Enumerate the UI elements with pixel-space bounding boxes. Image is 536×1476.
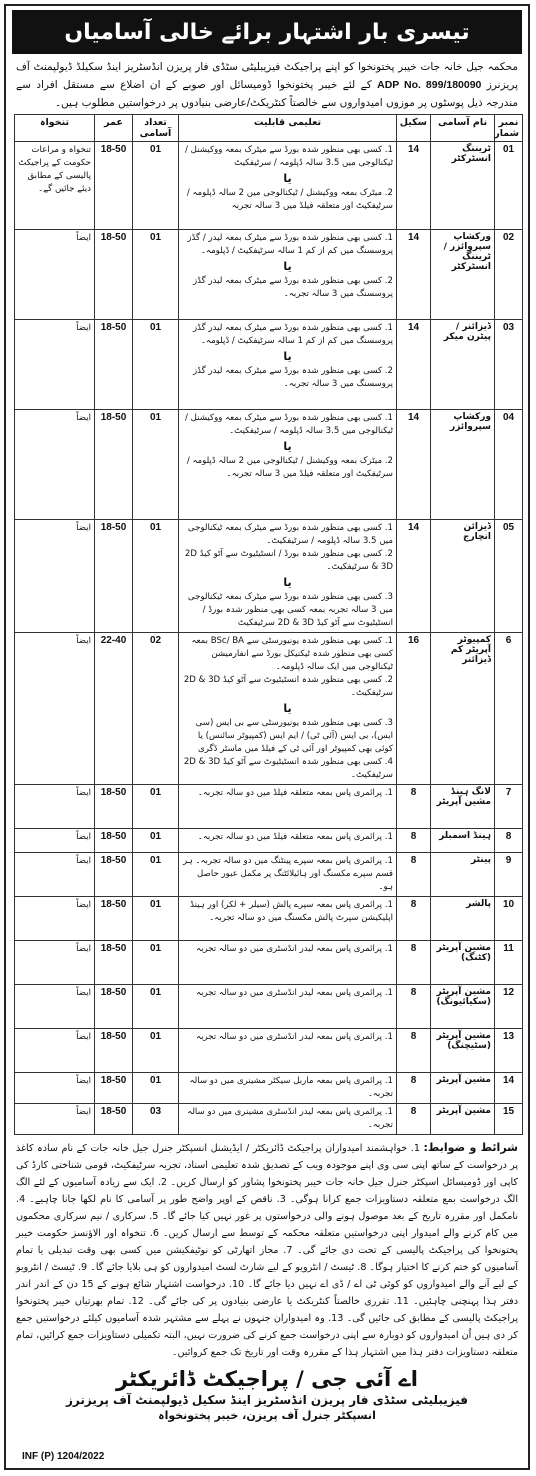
cell-sr: 02 — [495, 230, 523, 320]
qualification-line: 1. پرائمری پاس بمعہ لیدر انڈسٹری مشینری میں دو سالہ تجربہ۔ — [187, 1107, 393, 1130]
cell-scale: 8 — [397, 853, 431, 897]
cell-post-name: ٹریننگ انسٹرکٹر — [431, 142, 495, 230]
table-row — [15, 520, 523, 633]
cell-sr: 6 — [495, 633, 523, 785]
cell-posts: 01 — [133, 320, 179, 410]
qualification-line: 2. کسی بھی منظور شدہ بورڈ / انسٹیٹیوٹ سے آٹو کیڈ 2D & 3D سرٹیفکیٹ۔ — [184, 549, 393, 572]
cell-scale: 14 — [397, 410, 431, 520]
table-row — [15, 320, 523, 410]
cell-age: 18-50 — [95, 142, 133, 230]
cell-qualification — [179, 142, 397, 230]
cell-age: 18-50 — [95, 785, 133, 829]
cell-post-name: مشین آپریٹر — [431, 1073, 495, 1104]
cell-scale: 8 — [397, 941, 431, 985]
cell-age: 18-50 — [95, 853, 133, 897]
header-qualification: تعلیمی قابلیت — [179, 115, 397, 142]
cell-pay: ایضاً — [15, 230, 95, 320]
qualification-line: 1. پرائمری پاس بمعہ سپرے پالش (سیلر + لکر) اور ہینڈ اپلیکیشن سپرٹ پالش مکسنگ میں دو سالہ تجربہ۔ — [190, 900, 393, 923]
cell-pay: ایضاً — [15, 853, 95, 897]
qualification-line: 1. پرائمری پاس بمعہ ماربل سیکٹر مشینری میں دو سالہ تجربہ۔ — [189, 1076, 393, 1099]
or-separator: یا — [283, 260, 292, 273]
cell-qualification — [179, 1029, 397, 1073]
cell-post-name: ڈیزائنر / پیٹرن میکر — [431, 320, 495, 410]
table-row — [15, 853, 523, 897]
cell-sr: 05 — [495, 520, 523, 633]
project-name: فیزیبلیٹی سٹڈی فار پریزن انڈسٹریز اینڈ سکیل ڈیولپمنٹ آف پریزنرز — [66, 1393, 468, 1407]
qualification-line: 1. پرائمری پاس بمعہ متعلقہ فیلڈ میں دو سالہ تجربہ۔ — [197, 832, 393, 842]
qualification-line: 1. کسی بھی منظور شدہ بورڈ سے میٹرک بمعہ لیدر گڈز پروسسنگ میں کم از کم 1 سالہ سرٹیفکیٹ / ڈپلومہ۔ — [193, 323, 393, 346]
cell-sr: 14 — [495, 1073, 523, 1104]
qualification-line: 1. پرائمری پاس بمعہ متعلقہ فیلڈ میں دو سالہ تجربہ۔ — [197, 788, 393, 798]
cell-age: 18-50 — [95, 320, 133, 410]
vacancies-table — [14, 114, 523, 1135]
cell-posts: 03 — [133, 1104, 179, 1135]
cell-sr: 13 — [495, 1029, 523, 1073]
cell-posts: 01 — [133, 853, 179, 897]
qualification-line: 3. کسی بھی منظور شدہ یونیورسٹی سے بی ایس (سی ایس)، بی ایس (آئی ٹی) / ایم ایس (کمپیوٹر سائنس) یا کوئی بھی کمپیوٹر اور آئی ٹی کے فیلڈ میں ماسٹر ڈگری — [195, 718, 393, 754]
intro-text-a: محکمہ جیل خانہ جات خیبر پختونخوا کو اپنے پراجیکٹ فیزیبلیٹی سٹڈی فار پریزن انڈسٹریز اینڈ سکیلڈ ڈیولپمنٹ آف پریزنرز — [16, 61, 518, 91]
table-row — [15, 1073, 523, 1104]
cell-pay: ایضاً — [15, 829, 95, 853]
cell-age: 18-50 — [95, 520, 133, 633]
table-row — [15, 941, 523, 985]
cell-qualification — [179, 829, 397, 853]
cell-sr: 12 — [495, 985, 523, 1029]
or-separator: یا — [283, 576, 292, 589]
cell-scale: 8 — [397, 985, 431, 1029]
header-scale: سکیل — [397, 115, 431, 142]
ad-title: تیسری بار اشتہار برائے خالی آسامیاں — [64, 19, 470, 45]
qualification-line: 2. کسی بھی منظور شدہ انسٹیٹیوٹ سے آٹو کیڈ 2D & 3D سرٹیفکیٹ۔ — [183, 675, 393, 698]
terms-text: 1. خواہشمند امیدواران پراجیکٹ ڈائریکٹر / ایڈیشنل انسپکٹر جنرل جیل خانہ جات کے نام سادہ کاغذ پر درخواست کے ساتھ اپنی سی وی اپنے موجودہ ویب کے تصدیق شدہ تعلیمی اسناد، تجربہ سرٹیفکیٹ، قومی شناختی کارڈ کی کاپی اور ڈومیسائل اسپکٹر جنرل جیل خانہ جات خیبر پختونخوا پشاور کو ارسال کریں۔ 2. ایک سے زیادہ آسامیوں کے لئے الگ الگ درخواست بمع متعلقہ دستاویزات جمع کرانا ہوگی۔ 3. ناقص کے اوپر واضح طور پر آسامی کا نام لکھا جانا چاہیے۔ 4. نامکمل اور مقررہ تاریخ کے بعد موصول ہونے والی درخواستوں پر غور نہیں کیا جائے گا۔ 5. سرکاری / نیم سرکاری محکموں میں کام کرنے والے امیدوار اپنی درخواستیں متعلقہ محکمہ کے توسط سے ارسال کریں۔ 6. تنخواہ اور الاؤنسز حکومت خیبر پختونخوا کی پراجیکٹ پالیسی کے تحت دی جائے گی۔ 7. مجاز اتھارٹی کو نوٹیفکیشن میں کسی بھی وقت تبدیلی یا تمام آسامیوں کو ختم کرنے کا اختیار ہوگا۔ 8. ٹیسٹ / انٹرویو کے لیے شارٹ لسٹ امیدواروں کو ہی بلایا جائے گا۔ 9. ٹیسٹ / انٹرویو کے لیے آنے والے امیدواروں کو کوئی ٹی اے / ڈی اے نہیں دیا جائے گا۔ 10. درخواست اشتہار شائع ہونے کے 15 دن کے اندر اندر دفتر ہذا پہنچنی چاہئیں۔ 11. تقرری خالصتاً کنٹریکٹ یا عارضی بنیادوں پر کی جائے گی۔ 12. تمام بھرتیاں خیبر پختونخوا پراجیکٹ پالیسی کے مطابق کی جائیں گی۔ 13. وہ امیدواران جنہوں نے پہلے سے مشتہر شدہ آسامیوں کیلئے درخواستیں جمع کر دی ہیں اُن امیدواروں کو دوبارہ سے اپنی درخواست جمع کرنے کی ضرورت نہیں، البتہ تکمیلی دستاویزات جمع کرائیں، تمام متعلقہ دستاویزات دفتر ہذا میں اشتہار ہذا کے مقررہ وقت اور تاریخ تک جمع کروائیں۔ — [16, 1143, 519, 1358]
cell-qualification — [179, 785, 397, 829]
cell-age: 18-50 — [95, 410, 133, 520]
cell-pay: ایضاً — [15, 1104, 95, 1135]
signatory-designation: اے آئی جی / پراجیکٹ ڈائریکٹر — [116, 1367, 418, 1391]
qualification-line: 1. کسی بھی منظور شدہ بورڈ سے میٹرک بمعہ ووکیشنل / ٹیکنالوجی میں 3.5 سالہ ڈپلومہ / سرٹیفکیٹ — [185, 145, 393, 168]
qualification-line: 1. پرائمری پاس بمعہ لیدر انڈسٹری میں دو سالہ تجربہ — [196, 1032, 393, 1042]
cell-pay: ایضاً — [15, 1029, 95, 1073]
intro-paragraph — [16, 58, 518, 112]
qualification-line: 1. کسی بھی منظور شدہ بورڈ سے میٹرک بمعہ ٹیکنالوجی میں 3.5 سالہ ڈپلومہ / سرٹیفکیٹ۔ — [187, 523, 393, 546]
cell-post-name: پینٹر — [431, 853, 495, 897]
header-age: عمر — [95, 115, 133, 142]
cell-qualification — [179, 1073, 397, 1104]
cell-posts: 01 — [133, 410, 179, 520]
cell-pay: ایضاً — [15, 985, 95, 1029]
cell-scale: 8 — [397, 897, 431, 941]
or-separator: یا — [283, 702, 292, 715]
cell-scale: 8 — [397, 1104, 431, 1135]
cell-age: 18-50 — [95, 1029, 133, 1073]
qualification-line: 2. کسی بھی منظور شدہ بورڈ سے میٹرک بمعہ لیدر گڈز پروسسنگ میں 3 سالہ تجربہ۔ — [193, 276, 393, 299]
cell-posts: 01 — [133, 985, 179, 1029]
cell-posts: 02 — [133, 633, 179, 785]
qualification-line: 1. کسی بھی منظور شدہ یونیورسٹی سے BSc/ BA بمعہ کسی بھی منظور شدہ ٹیکنیکل بورڈ سے انفارمیشن ٹیکنالوجی میں ایک سالہ ڈپلومہ۔ — [191, 636, 393, 672]
cell-qualification — [179, 410, 397, 520]
cell-scale: 14 — [397, 142, 431, 230]
terms-heading: شرائط و ضوابط: — [423, 1141, 518, 1154]
cell-posts: 01 — [133, 941, 179, 985]
cell-age: 18-50 — [95, 1073, 133, 1104]
table-header-row — [15, 115, 523, 142]
table-row — [15, 985, 523, 1029]
table-row — [15, 897, 523, 941]
cell-scale: 8 — [397, 829, 431, 853]
cell-post-name: مشین آپریٹر (سکیائیونگ) — [431, 985, 495, 1029]
cell-age: 22-40 — [95, 633, 133, 785]
cell-pay: ایضاً — [15, 320, 95, 410]
intro-text-b: کے لئے خیبر پختونخوا ڈومیسائل اور صوبے کے ان اضلاع سے مستقل افراد سے مندرجہ ذیل پوسٹوں پر موزوں امیدواروں سے خالصتاً کنٹریکٹ/عارضی بنیادوں پر درخواستیں مطلوب ہیں۔ — [16, 79, 518, 109]
cell-pay: ایضاً — [15, 633, 95, 785]
cell-post-name: مشین آپریٹر (سٹیچنگ) — [431, 1029, 495, 1073]
signature-block — [6, 1367, 528, 1422]
cell-qualification — [179, 985, 397, 1029]
cell-qualification — [179, 853, 397, 897]
cell-posts: 01 — [133, 897, 179, 941]
cell-sr: 11 — [495, 941, 523, 985]
cell-post-name: ڈیزائن انچارج — [431, 520, 495, 633]
cell-posts: 01 — [133, 829, 179, 853]
cell-qualification — [179, 230, 397, 320]
cell-post-name: مشین آپریٹر (کٹنگ) — [431, 941, 495, 985]
cell-posts: 01 — [133, 142, 179, 230]
cell-qualification — [179, 520, 397, 633]
cell-qualification — [179, 1104, 397, 1135]
qualification-line: 2. کسی بھی منظور شدہ بورڈ سے میٹرک بمعہ لیدر گڈز پروسسنگ میں 3 سالہ تجربہ۔ — [193, 366, 393, 389]
cell-pay: ایضاً — [15, 897, 95, 941]
or-separator: یا — [283, 350, 292, 363]
cell-pay: ایضاً — [15, 520, 95, 633]
cell-age: 18-50 — [95, 1104, 133, 1135]
table-row — [15, 230, 523, 320]
table-row — [15, 142, 523, 230]
cell-posts: 01 — [133, 1073, 179, 1104]
cell-pay: ایضاً — [15, 1073, 95, 1104]
cell-scale: 16 — [397, 633, 431, 785]
cell-scale: 14 — [397, 230, 431, 320]
header-posts: تعداد آسامی — [133, 115, 179, 142]
cell-age: 18-50 — [95, 897, 133, 941]
qualification-line: 4. کسی بھی منظور شدہ انسٹیٹیوٹ سے آٹو کیڈ 2D & 3D سرٹیفکیٹ۔ — [183, 757, 393, 780]
cell-sr: 8 — [495, 829, 523, 853]
cell-qualification — [179, 941, 397, 985]
cell-age: 18-50 — [95, 829, 133, 853]
cell-post-name: ورکشاپ سپروائزر / ٹریننگ انسٹرکٹر — [431, 230, 495, 320]
cell-scale: 8 — [397, 785, 431, 829]
table-row — [15, 785, 523, 829]
qualification-line: 1. کسی بھی منظور شدہ بورڈ سے میٹرک بمعہ ووکیشنل / ٹیکنالوجی میں 3.5 سالہ ڈپلومہ / سرٹیفکیٹ۔ — [185, 413, 393, 436]
header-name: نام آسامی — [431, 115, 495, 142]
cell-posts: 01 — [133, 785, 179, 829]
cell-post-name: لانگ ہینڈ مشین آپریٹر — [431, 785, 495, 829]
ad-title-banner — [12, 10, 522, 54]
cell-sr: 9 — [495, 853, 523, 897]
cell-age: 18-50 — [95, 985, 133, 1029]
cell-qualification — [179, 897, 397, 941]
qualification-line: 3. کسی بھی منظور شدہ بورڈ سے میٹرک بمعہ ٹیکنالوجی میں 3 سالہ تجربہ بمعہ کسی بھی منظور شدہ بورڈ / انسٹیٹیوٹ سے آٹو کیڈ 2D & 3D سرٹیفکیٹ — [187, 592, 393, 628]
qualification-line: 2. میٹرک بمعہ ووکیشنل / ٹیکنالوجی میں 2 سالہ ڈپلومہ / سرٹیفکیٹ اور متعلقہ فیلڈ میں 3 سالہ تجربہ — [186, 188, 393, 211]
cell-sr: 7 — [495, 785, 523, 829]
or-separator: یا — [283, 172, 292, 185]
cell-qualification — [179, 633, 397, 785]
qualification-line: 1. پرائمری پاس بمعہ لیدر انڈسٹری میں دو سالہ تجربہ — [196, 944, 393, 954]
cell-post-name: ہینڈ اسمبلر — [431, 829, 495, 853]
cell-pay: ایضاً — [15, 410, 95, 520]
cell-posts: 01 — [133, 1029, 179, 1073]
table-row — [15, 1104, 523, 1135]
cell-posts: 01 — [133, 230, 179, 320]
table-row — [15, 829, 523, 853]
terms-and-conditions — [16, 1139, 518, 1361]
header-pay: تنخواہ — [15, 115, 95, 142]
vacancies-table-body — [15, 142, 523, 1135]
adp-number: ADP No. 899/180090 — [377, 79, 482, 91]
cell-age: 18-50 — [95, 230, 133, 320]
inf-number: INF (P) 1204/2022 — [22, 1451, 105, 1462]
cell-qualification — [179, 320, 397, 410]
cell-sr: 15 — [495, 1104, 523, 1135]
cell-post-name: مشین آپریٹر — [431, 1104, 495, 1135]
cell-scale: 8 — [397, 1073, 431, 1104]
cell-post-name: ورکشاپ سپروائزر — [431, 410, 495, 520]
qualification-line: 1. کسی بھی منظور شدہ بورڈ سے میٹرک بمعہ لیدر / گڈز پروسسنگ میں کم از کم 1 سالہ سرٹیفکیٹ / ڈپلومہ۔ — [187, 233, 393, 256]
qualification-line: 1. پرائمری پاس بمعہ سپرے پینٹنگ میں دو سالہ تجربہ۔ ہر قسم سپرے مکسنگ اور ہائیلائٹنگ پر مکمل عبور حاصل ہو۔ — [182, 856, 393, 892]
table-row — [15, 410, 523, 520]
cell-scale: 8 — [397, 1029, 431, 1073]
cell-sr: 01 — [495, 142, 523, 230]
cell-pay: تنخواہ و مراعات حکومت کے پراجیکٹ پالیسی کے مطابق دیئے جائیں گے۔ — [15, 142, 95, 230]
cell-scale: 14 — [397, 520, 431, 633]
qualification-line: 1. پرائمری پاس بمعہ لیدر انڈسٹری میں دو سالہ تجربہ — [196, 988, 393, 998]
header-sr: نمبر شمار — [495, 115, 523, 142]
office-name: انسپکٹر جنرل آف پریزن، خیبر پختونخواہ — [158, 1409, 376, 1422]
advertisement-page — [4, 4, 530, 1470]
table-row — [15, 633, 523, 785]
cell-sr: 10 — [495, 897, 523, 941]
cell-posts: 01 — [133, 520, 179, 633]
or-separator: یا — [283, 440, 292, 453]
cell-sr: 04 — [495, 410, 523, 520]
cell-pay: ایضاً — [15, 785, 95, 829]
cell-post-name: کمپیوٹر آپریٹر کم ڈیزائنر — [431, 633, 495, 785]
table-row — [15, 1029, 523, 1073]
qualification-line: 2. میٹرک بمعہ ووکیشنل / ٹیکنالوجی میں 2 سالہ ڈپلومہ / سرٹیفکیٹ اور متعلقہ فیلڈ میں 3 سالہ تجربہ۔ — [186, 456, 393, 479]
cell-age: 18-50 — [95, 941, 133, 985]
cell-pay: ایضاً — [15, 941, 95, 985]
cell-post-name: پالشر — [431, 897, 495, 941]
cell-scale: 14 — [397, 320, 431, 410]
cell-sr: 03 — [495, 320, 523, 410]
